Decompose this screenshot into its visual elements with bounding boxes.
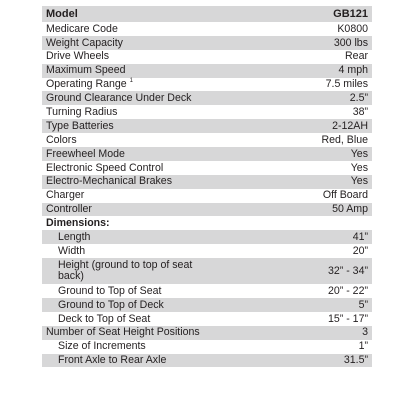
dimension-row-ground-to-deck <box>42 298 372 312</box>
dimension-value: 20” <box>352 244 368 257</box>
spec-row-drive-wheels <box>42 50 372 64</box>
model-row <box>42 6 372 22</box>
dimension-label: Width <box>58 244 86 257</box>
spec-label: Type Batteries <box>46 119 114 132</box>
spec-value: 1” <box>358 340 368 353</box>
spec-label: Weight Capacity <box>46 36 123 49</box>
dimension-row-height <box>42 258 372 284</box>
spec-value: Rear <box>345 50 368 63</box>
dimension-label: Ground to Top of Seat <box>58 284 162 297</box>
spec-value: K0800 <box>337 22 368 35</box>
spec-label: Charger <box>46 189 85 202</box>
dimension-row-width <box>42 244 372 258</box>
dimension-value: 15” - 17” <box>327 312 368 325</box>
spec-row-size-of-increments <box>42 340 372 354</box>
spec-row-medicare-code <box>42 22 372 36</box>
spec-value: Off Board <box>322 189 368 202</box>
spec-value: 3 <box>362 326 368 339</box>
spec-label: Freewheel Mode <box>46 147 125 160</box>
spec-table <box>42 6 372 367</box>
spec-value: Yes <box>350 175 368 188</box>
spec-label: Drive Wheels <box>46 50 109 63</box>
spec-label: Maximum Speed <box>46 64 126 77</box>
spec-value: 31.5” <box>343 354 368 367</box>
spec-row-freewheel-mode <box>42 147 372 161</box>
spec-row-type-batteries <box>42 119 372 133</box>
dimension-label: Height (ground to top of seat back) <box>58 259 193 283</box>
spec-row-seat-height-positions <box>42 326 372 340</box>
spec-row-ground-clearance <box>42 91 372 105</box>
spec-value: Yes <box>350 161 368 174</box>
spec-label: Front Axle to Rear Axle <box>58 354 167 367</box>
spec-row-axle-distance <box>42 354 372 368</box>
spec-row-brakes <box>42 175 372 189</box>
spec-row-weight-capacity <box>42 36 372 50</box>
dimension-value: 20” - 22” <box>327 284 368 297</box>
spec-row-operating-range <box>42 78 372 92</box>
spec-row-maximum-speed <box>42 64 372 78</box>
dimensions-heading-row <box>42 216 372 230</box>
spec-label: Controller <box>46 203 92 216</box>
spec-row-turning-radius <box>42 105 372 119</box>
spec-value: Red, Blue <box>321 133 368 146</box>
dimension-row-deck-to-seat <box>42 312 372 326</box>
spec-value: 2-12AH <box>332 119 368 132</box>
dimension-label: Ground to Top of Deck <box>58 298 164 311</box>
dimension-row-length <box>42 230 372 244</box>
spec-row-charger <box>42 189 372 203</box>
spec-label: Electronic Speed Control <box>46 161 164 174</box>
spec-row-electronic-speed-control <box>42 161 372 175</box>
spec-value: 300 lbs <box>333 36 368 49</box>
model-label: Model <box>46 7 78 20</box>
spec-row-controller <box>42 203 372 217</box>
dimension-value: 32” - 34” <box>327 264 368 277</box>
spec-value: 50 Amp <box>332 203 368 216</box>
spec-value: 4 mph <box>338 64 368 77</box>
dimension-value: 41” <box>352 231 368 243</box>
spec-label: Electro-Mechanical Brakes <box>46 175 172 188</box>
spec-label-text: Operating Range <box>46 78 127 91</box>
dimension-label: Length <box>58 231 91 243</box>
spec-label: Medicare Code <box>46 22 118 35</box>
spec-value: 2.5” <box>349 92 368 105</box>
spec-value: 38” <box>352 105 368 118</box>
spec-label: Turning Radius <box>46 105 118 118</box>
dimension-value: 5” <box>358 298 368 311</box>
spec-label: Colors <box>46 133 77 146</box>
dimensions-heading: Dimensions: <box>46 217 110 230</box>
spec-label: Size of Increments <box>58 340 146 353</box>
footnote-marker: 1 <box>129 78 133 85</box>
model-value: GB121 <box>333 7 368 20</box>
dimension-row-ground-to-seat <box>42 284 372 298</box>
spec-value: 7.5 miles <box>325 78 368 91</box>
spec-label <box>46 79 133 90</box>
dimension-label: Deck to Top of Seat <box>58 312 151 325</box>
spec-label: Number of Seat Height Positions <box>46 326 200 339</box>
spec-label: Ground Clearance Under Deck <box>46 92 192 105</box>
spec-row-colors <box>42 133 372 147</box>
spec-value: Yes <box>350 147 368 160</box>
